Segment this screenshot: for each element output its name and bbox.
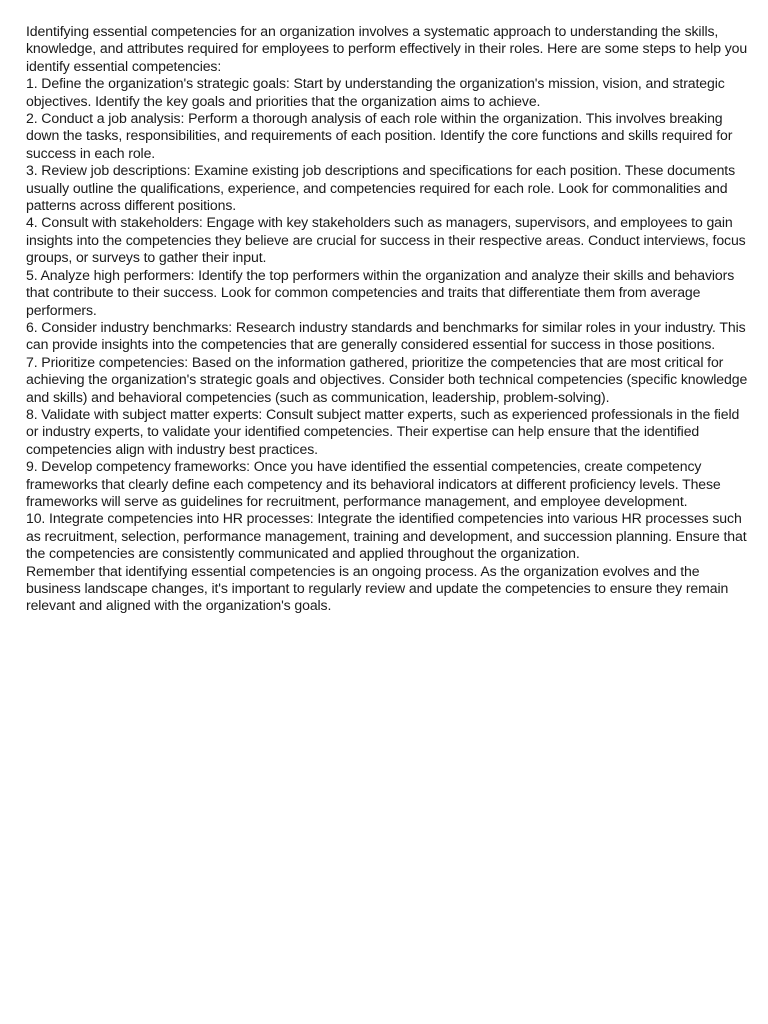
intro-paragraph: Identifying essential competencies for an organization involves a systematic approach to understanding the skills, knowledge, and attributes required for employees to perform effectively in their roles. Here are some steps to help you identify essential competencies: (26, 23, 748, 74)
step-5: 5. Analyze high performers: Identify the top performers within the organization and analyze their skills and behaviors that contribute to their success. Look for common competencies and traits that differentiate them from average performers. (26, 266, 735, 318)
step-8: 8. Validate with subject matter experts: Consult subject matter experts, such as experienced professionals in the field or industry experts, to validate your identified competencies. Their expertise can help ensure that the identified competencies align with industry best practices. (26, 405, 740, 457)
conclusion-paragraph: Remember that identifying essential competencies is an ongoing process. As the organization evolves and the business landscape changes, it's important to regularly review and update the competencies to ensure they remain relevant and aligned with the organization's goals. (26, 562, 729, 614)
step-10: 10. Integrate competencies into HR processes: Integrate the identified competencies into various HR processes such as recruitment, selection, performance management, training and development, and succession planning. Ensure that the competencies are consistently communicated and applied throughout the organization. (26, 510, 747, 562)
document-body (26, 23, 748, 615)
step-3: 3. Review job descriptions: Examine existing job descriptions and specifications for each position. These documents usually outline the qualifications, experience, and competencies required for each role. Look for commonalities and patterns across different positions. (26, 162, 736, 214)
step-1: 1. Define the organization's strategic goals: Start by understanding the organization's mission, vision, and strategic objectives. Identify the key goals and priorities that the organization aims to achieve. (26, 75, 725, 109)
step-6: 6. Consider industry benchmarks: Research industry standards and benchmarks for similar roles in your industry. This can provide insights into the competencies that are generally considered essential for success in those positions. (26, 318, 746, 353)
step-7: 7. Prioritize competencies: Based on the information gathered, prioritize the competencies that are most critical for achieving the organization's strategic goals and objectives. Consider both technical competencies (specific knowledge and skills) and behavioral competencies (such as communication, leadership, problem-solving). (26, 353, 748, 405)
step-4: 4. Consult with stakeholders: Engage with key stakeholders such as managers, supervisors, and employees to gain insights into the competencies they believe are crucial for success in their respective areas. Conduct interviews, focus groups, or surveys to gather their input. (26, 214, 746, 266)
step-2: 2. Conduct a job analysis: Perform a thorough analysis of each role within the organization. This involves breaking down the tasks, responsibilities, and requirements of each position. Identify the core functions and skills required for success in each role. (26, 110, 733, 161)
step-9: 9. Develop competency frameworks: Once you have identified the essential competencies, create competency frameworks that clearly define each competency and its behavioral indicators at different proficiency levels. These frameworks will serve as guidelines for recruitment, performance management, and employee development. (26, 458, 721, 509)
